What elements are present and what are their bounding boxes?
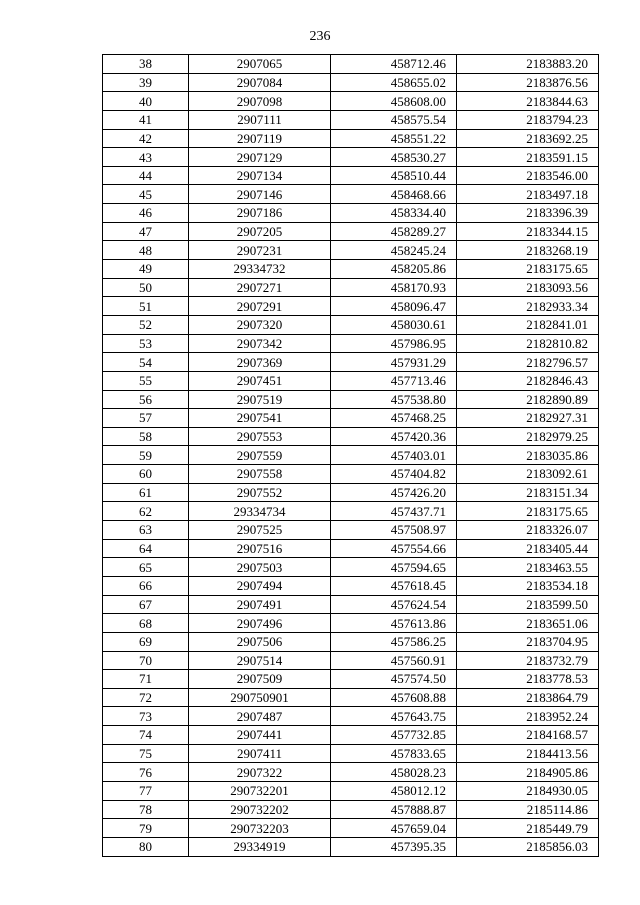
row-number-cell: 67	[103, 595, 189, 614]
row-number-cell: 68	[103, 614, 189, 633]
table-row	[103, 241, 599, 260]
y-coordinate-cell: 2183704.95	[457, 632, 599, 651]
row-number-cell: 54	[103, 353, 189, 372]
y-coordinate-cell: 2183778.53	[457, 670, 599, 689]
point-id-cell: 290732201	[189, 781, 331, 800]
row-number-cell: 41	[103, 110, 189, 129]
row-number-cell: 70	[103, 651, 189, 670]
point-id-cell: 2907514	[189, 651, 331, 670]
x-coordinate-cell: 457574.50	[331, 670, 457, 689]
y-coordinate-cell: 2182846.43	[457, 371, 599, 390]
row-number-cell: 65	[103, 558, 189, 577]
row-number-cell: 71	[103, 670, 189, 689]
row-number-cell: 78	[103, 800, 189, 819]
y-coordinate-cell: 2182841.01	[457, 315, 599, 334]
y-coordinate-cell: 2183534.18	[457, 576, 599, 595]
x-coordinate-cell: 457594.65	[331, 558, 457, 577]
row-number-cell: 60	[103, 465, 189, 484]
table-row	[103, 390, 599, 409]
table-row	[103, 781, 599, 800]
row-number-cell: 73	[103, 707, 189, 726]
x-coordinate-cell: 458096.47	[331, 297, 457, 316]
row-number-cell: 52	[103, 315, 189, 334]
point-id-cell: 2907411	[189, 744, 331, 763]
x-coordinate-cell: 458012.12	[331, 781, 457, 800]
y-coordinate-cell: 2183692.25	[457, 129, 599, 148]
y-coordinate-cell: 2183732.79	[457, 651, 599, 670]
y-coordinate-cell: 2184168.57	[457, 726, 599, 745]
point-id-cell: 2907541	[189, 409, 331, 428]
point-id-cell: 2907291	[189, 297, 331, 316]
point-id-cell: 2907552	[189, 483, 331, 502]
row-number-cell: 38	[103, 55, 189, 74]
x-coordinate-cell: 458551.22	[331, 129, 457, 148]
row-number-cell: 79	[103, 819, 189, 838]
row-number-cell: 59	[103, 446, 189, 465]
x-coordinate-cell: 457508.97	[331, 521, 457, 540]
y-coordinate-cell: 2185856.03	[457, 837, 599, 856]
point-id-cell: 2907503	[189, 558, 331, 577]
y-coordinate-cell: 2183175.65	[457, 260, 599, 279]
table-row	[103, 576, 599, 595]
point-id-cell: 2907451	[189, 371, 331, 390]
point-id-cell: 290750901	[189, 688, 331, 707]
point-id-cell: 2907487	[189, 707, 331, 726]
row-number-cell: 72	[103, 688, 189, 707]
row-number-cell: 64	[103, 539, 189, 558]
point-id-cell: 2907519	[189, 390, 331, 409]
row-number-cell: 53	[103, 334, 189, 353]
table-row	[103, 129, 599, 148]
row-number-cell: 77	[103, 781, 189, 800]
coordinates-table-body	[103, 55, 599, 857]
x-coordinate-cell: 457833.65	[331, 744, 457, 763]
table-row	[103, 539, 599, 558]
y-coordinate-cell: 2182890.89	[457, 390, 599, 409]
y-coordinate-cell: 2183035.86	[457, 446, 599, 465]
point-id-cell: 2907553	[189, 427, 331, 446]
row-number-cell: 57	[103, 409, 189, 428]
table-row	[103, 744, 599, 763]
y-coordinate-cell: 2183591.15	[457, 148, 599, 167]
point-id-cell: 2907119	[189, 129, 331, 148]
y-coordinate-cell: 2182810.82	[457, 334, 599, 353]
table-row	[103, 483, 599, 502]
row-number-cell: 74	[103, 726, 189, 745]
table-row	[103, 260, 599, 279]
row-number-cell: 76	[103, 763, 189, 782]
x-coordinate-cell: 457554.66	[331, 539, 457, 558]
y-coordinate-cell: 2183344.15	[457, 222, 599, 241]
x-coordinate-cell: 457659.04	[331, 819, 457, 838]
y-coordinate-cell: 2185114.86	[457, 800, 599, 819]
point-id-cell: 2907441	[189, 726, 331, 745]
table-row	[103, 297, 599, 316]
x-coordinate-cell: 458030.61	[331, 315, 457, 334]
table-row	[103, 73, 599, 92]
x-coordinate-cell: 458510.44	[331, 166, 457, 185]
point-id-cell: 2907491	[189, 595, 331, 614]
table-row	[103, 55, 599, 74]
x-coordinate-cell: 457608.88	[331, 688, 457, 707]
y-coordinate-cell: 2183883.20	[457, 55, 599, 74]
table-row	[103, 521, 599, 540]
table-row	[103, 465, 599, 484]
x-coordinate-cell: 457404.82	[331, 465, 457, 484]
x-coordinate-cell: 457420.36	[331, 427, 457, 446]
point-id-cell: 2907129	[189, 148, 331, 167]
x-coordinate-cell: 458289.27	[331, 222, 457, 241]
table-row	[103, 726, 599, 745]
row-number-cell: 69	[103, 632, 189, 651]
point-id-cell: 2907205	[189, 222, 331, 241]
x-coordinate-cell: 457713.46	[331, 371, 457, 390]
table-row	[103, 427, 599, 446]
y-coordinate-cell: 2183151.34	[457, 483, 599, 502]
table-row	[103, 800, 599, 819]
table-row	[103, 110, 599, 129]
row-number-cell: 43	[103, 148, 189, 167]
row-number-cell: 61	[103, 483, 189, 502]
row-number-cell: 58	[103, 427, 189, 446]
x-coordinate-cell: 457888.87	[331, 800, 457, 819]
point-id-cell: 2907146	[189, 185, 331, 204]
y-coordinate-cell: 2183268.19	[457, 241, 599, 260]
point-id-cell: 2907496	[189, 614, 331, 633]
x-coordinate-cell: 457624.54	[331, 595, 457, 614]
table-row	[103, 763, 599, 782]
coordinates-table	[102, 54, 599, 857]
table-row	[103, 688, 599, 707]
x-coordinate-cell: 457613.86	[331, 614, 457, 633]
x-coordinate-cell: 457732.85	[331, 726, 457, 745]
x-coordinate-cell: 458468.66	[331, 185, 457, 204]
point-id-cell: 29334734	[189, 502, 331, 521]
y-coordinate-cell: 2183396.39	[457, 204, 599, 223]
x-coordinate-cell: 457560.91	[331, 651, 457, 670]
table-row	[103, 222, 599, 241]
point-id-cell: 2907494	[189, 576, 331, 595]
row-number-cell: 66	[103, 576, 189, 595]
x-coordinate-cell: 457643.75	[331, 707, 457, 726]
table-row	[103, 409, 599, 428]
point-id-cell: 2907516	[189, 539, 331, 558]
table-row	[103, 819, 599, 838]
table-row	[103, 707, 599, 726]
row-number-cell: 44	[103, 166, 189, 185]
point-id-cell: 290732202	[189, 800, 331, 819]
point-id-cell: 2907559	[189, 446, 331, 465]
y-coordinate-cell: 2183876.56	[457, 73, 599, 92]
y-coordinate-cell: 2183175.65	[457, 502, 599, 521]
x-coordinate-cell: 458245.24	[331, 241, 457, 260]
point-id-cell: 2907111	[189, 110, 331, 129]
x-coordinate-cell: 457931.29	[331, 353, 457, 372]
table-row	[103, 632, 599, 651]
table-row	[103, 670, 599, 689]
table-row	[103, 148, 599, 167]
y-coordinate-cell: 2183651.06	[457, 614, 599, 633]
y-coordinate-cell: 2183546.00	[457, 166, 599, 185]
x-coordinate-cell: 458608.00	[331, 92, 457, 111]
point-id-cell: 2907509	[189, 670, 331, 689]
y-coordinate-cell: 2183952.24	[457, 707, 599, 726]
x-coordinate-cell: 458575.54	[331, 110, 457, 129]
table-row	[103, 353, 599, 372]
point-id-cell: 2907084	[189, 73, 331, 92]
point-id-cell: 2907320	[189, 315, 331, 334]
x-coordinate-cell: 458028.23	[331, 763, 457, 782]
y-coordinate-cell: 2182927.31	[457, 409, 599, 428]
row-number-cell: 47	[103, 222, 189, 241]
table-row	[103, 651, 599, 670]
x-coordinate-cell: 457538.80	[331, 390, 457, 409]
point-id-cell: 290732203	[189, 819, 331, 838]
point-id-cell: 2907369	[189, 353, 331, 372]
table-row	[103, 166, 599, 185]
x-coordinate-cell: 457986.95	[331, 334, 457, 353]
point-id-cell: 29334919	[189, 837, 331, 856]
point-id-cell: 2907065	[189, 55, 331, 74]
y-coordinate-cell: 2182796.57	[457, 353, 599, 372]
x-coordinate-cell: 457618.45	[331, 576, 457, 595]
table-row	[103, 502, 599, 521]
row-number-cell: 62	[103, 502, 189, 521]
row-number-cell: 45	[103, 185, 189, 204]
row-number-cell: 48	[103, 241, 189, 260]
row-number-cell: 80	[103, 837, 189, 856]
table-row	[103, 614, 599, 633]
point-id-cell: 2907134	[189, 166, 331, 185]
y-coordinate-cell: 2184905.86	[457, 763, 599, 782]
table-row	[103, 204, 599, 223]
point-id-cell: 2907186	[189, 204, 331, 223]
table-row	[103, 371, 599, 390]
x-coordinate-cell: 458712.46	[331, 55, 457, 74]
table-row	[103, 278, 599, 297]
table-row	[103, 446, 599, 465]
x-coordinate-cell: 457468.25	[331, 409, 457, 428]
y-coordinate-cell: 2184930.05	[457, 781, 599, 800]
y-coordinate-cell: 2183844.63	[457, 92, 599, 111]
table-row	[103, 558, 599, 577]
y-coordinate-cell: 2183326.07	[457, 521, 599, 540]
row-number-cell: 50	[103, 278, 189, 297]
row-number-cell: 40	[103, 92, 189, 111]
point-id-cell: 2907271	[189, 278, 331, 297]
y-coordinate-cell: 2183599.50	[457, 595, 599, 614]
page-number: 236	[309, 29, 331, 44]
y-coordinate-cell: 2183864.79	[457, 688, 599, 707]
point-id-cell: 2907098	[189, 92, 331, 111]
x-coordinate-cell: 457395.35	[331, 837, 457, 856]
point-id-cell: 2907506	[189, 632, 331, 651]
table-row	[103, 315, 599, 334]
x-coordinate-cell: 458205.86	[331, 260, 457, 279]
point-id-cell: 2907342	[189, 334, 331, 353]
row-number-cell: 42	[103, 129, 189, 148]
row-number-cell: 51	[103, 297, 189, 316]
point-id-cell: 29334732	[189, 260, 331, 279]
table-row	[103, 185, 599, 204]
y-coordinate-cell: 2184413.56	[457, 744, 599, 763]
y-coordinate-cell: 2185449.79	[457, 819, 599, 838]
row-number-cell: 49	[103, 260, 189, 279]
y-coordinate-cell: 2183463.55	[457, 558, 599, 577]
point-id-cell: 2907558	[189, 465, 331, 484]
x-coordinate-cell: 457426.20	[331, 483, 457, 502]
point-id-cell: 2907231	[189, 241, 331, 260]
point-id-cell: 2907322	[189, 763, 331, 782]
y-coordinate-cell: 2183794.23	[457, 110, 599, 129]
table-row	[103, 92, 599, 111]
x-coordinate-cell: 457586.25	[331, 632, 457, 651]
x-coordinate-cell: 458655.02	[331, 73, 457, 92]
row-number-cell: 63	[103, 521, 189, 540]
x-coordinate-cell: 457403.01	[331, 446, 457, 465]
row-number-cell: 75	[103, 744, 189, 763]
x-coordinate-cell: 458530.27	[331, 148, 457, 167]
y-coordinate-cell: 2183093.56	[457, 278, 599, 297]
x-coordinate-cell: 458334.40	[331, 204, 457, 223]
row-number-cell: 39	[103, 73, 189, 92]
y-coordinate-cell: 2182979.25	[457, 427, 599, 446]
table-row	[103, 595, 599, 614]
point-id-cell: 2907525	[189, 521, 331, 540]
y-coordinate-cell: 2183405.44	[457, 539, 599, 558]
x-coordinate-cell: 457437.71	[331, 502, 457, 521]
table-row	[103, 837, 599, 856]
table-row	[103, 334, 599, 353]
row-number-cell: 56	[103, 390, 189, 409]
y-coordinate-cell: 2182933.34	[457, 297, 599, 316]
row-number-cell: 46	[103, 204, 189, 223]
y-coordinate-cell: 2183092.61	[457, 465, 599, 484]
y-coordinate-cell: 2183497.18	[457, 185, 599, 204]
x-coordinate-cell: 458170.93	[331, 278, 457, 297]
row-number-cell: 55	[103, 371, 189, 390]
